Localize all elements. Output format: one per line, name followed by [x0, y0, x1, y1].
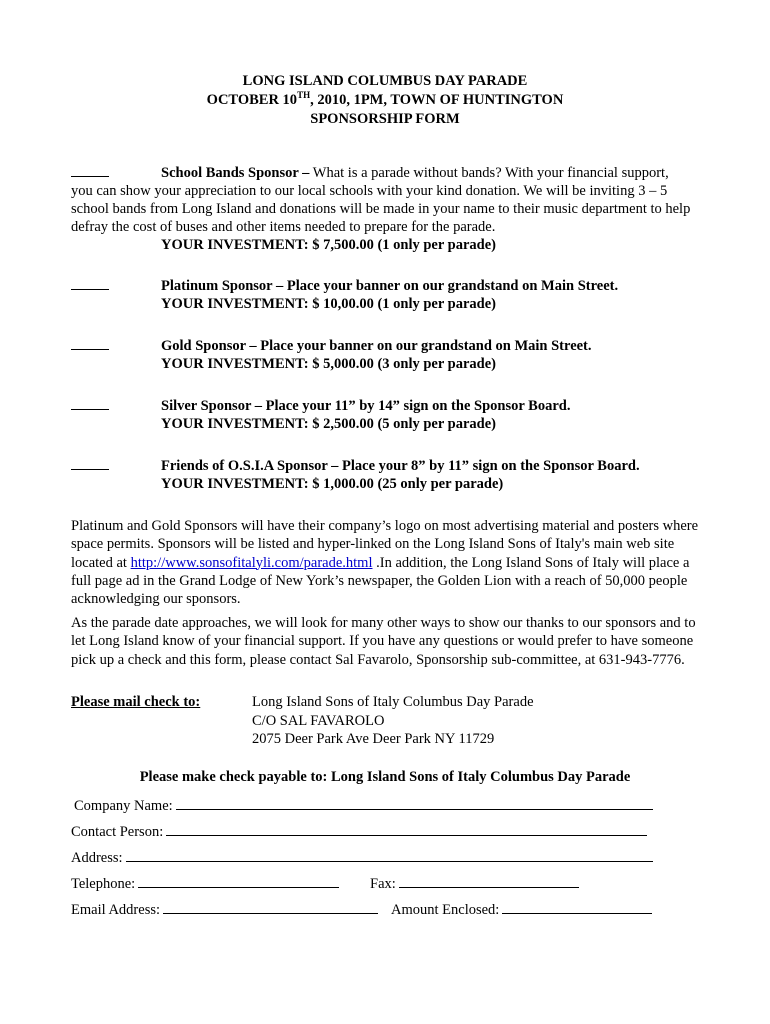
address-field: [71, 848, 653, 867]
address-label: Address:: [71, 850, 123, 866]
sponsor-investment: YOUR INVESTMENT: $ 2,500.00 (5 only per parade): [161, 416, 496, 432]
telephone-field: [71, 874, 339, 893]
telephone-label: Telephone:: [71, 876, 136, 892]
contact-person-input[interactable]: [166, 822, 647, 836]
fax-field: [370, 874, 579, 893]
sponsor-gold: [71, 337, 691, 373]
sponsor-investment: YOUR INVESTMENT: $ 5,000.00 (3 only per parade): [161, 356, 496, 372]
sponsor-silver: [71, 397, 691, 433]
payable-instruction: Please make check payable to: Long Island Sons of Italy Columbus Day Parade: [139, 769, 631, 785]
email-input[interactable]: [163, 900, 378, 914]
sponsor-investment: YOUR INVESTMENT: $ 1,000.00 (25 only per parade): [161, 476, 504, 492]
sponsor-check-blank[interactable]: [71, 468, 109, 470]
mail-label: Please mail check to:: [71, 694, 201, 710]
sponsor-description: Place your banner on our grandstand on Main Street.: [256, 338, 592, 354]
mail-address-line: 2075 Deer Park Ave Deer Park NY 11729: [252, 731, 495, 747]
sponsor-friends-osia: [71, 457, 691, 493]
company-name-field: [74, 796, 653, 815]
header-date-post: , 2010, 1PM, TOWN OF HUNTINGTON: [310, 92, 564, 108]
sponsor-school-bands: [71, 164, 691, 254]
fax-input[interactable]: [399, 874, 579, 888]
sponsor-description: What is a parade without bands? With your financial support, you can show your appreciation to our local schools with your kind donation. We will be inviting 3 – 5 school bands from Long Island and donations will be made in your name to their music department to help defray the cost of buses and other items needed to prepare for the parade.: [71, 165, 691, 235]
sponsor-check-blank[interactable]: [71, 288, 109, 290]
sponsor-platinum: [71, 277, 691, 313]
mail-address: [252, 693, 534, 749]
header-date-pre: OCTOBER 10: [206, 92, 298, 108]
sponsor-description: Place your 11” by 14” sign on the Sponsor Board.: [262, 398, 571, 414]
header-date-sup: TH: [297, 90, 311, 100]
sponsor-investment: YOUR INVESTMENT: $ 7,500.00 (1 only per parade): [161, 237, 496, 253]
mail-address-line: C/O SAL FAVAROLO: [252, 712, 385, 729]
address-input[interactable]: [126, 848, 653, 862]
sponsor-title: Friends of O.S.I.A Sponsor –: [161, 458, 339, 474]
contact-person-label: Contact Person:: [71, 824, 164, 840]
info-paragraph-benefits: [71, 517, 701, 608]
parade-website-link[interactable]: http://www.sonsofitalyli.com/parade.html: [130, 554, 373, 571]
sponsor-check-blank[interactable]: [71, 408, 109, 410]
sponsor-title: Silver Sponsor –: [161, 398, 262, 414]
info-paragraph-contact: [71, 614, 701, 669]
contact-person-field: [71, 822, 647, 841]
amount-enclosed-input[interactable]: [502, 900, 652, 914]
form-header: [0, 72, 770, 129]
amount-enclosed-label: Amount Enclosed:: [391, 902, 500, 918]
telephone-input[interactable]: [138, 874, 339, 888]
email-label: Email Address:: [71, 902, 161, 918]
sponsor-title: School Bands Sponsor –: [161, 165, 310, 181]
amount-enclosed-field: [391, 900, 652, 919]
info-text: .In addition, the Long Island Sons of Italy will place a full page ad in the Grand Lodge of New York’s newspaper, the Golden Lion with a reach of 50,000 people acknowledging our sponsors.: [71, 554, 690, 608]
fax-label: Fax:: [370, 876, 396, 892]
sponsor-title: Platinum Sponsor –: [161, 278, 284, 294]
sponsor-title: Gold Sponsor –: [161, 338, 257, 354]
mail-address-line: Long Island Sons of Italy Columbus Day Parade: [252, 694, 534, 710]
header-subtitle: SPONSORSHIP FORM: [310, 111, 460, 127]
info-text: Platinum and Gold Sponsors will have their company’s logo on most advertising material and posters where space permits. Sponsors will be listed and hyper-linked on the Long Island Sons of Italy's main web site located at: [71, 518, 699, 571]
company-name-label: Company Name:: [74, 798, 173, 814]
sponsor-description: Place your 8” by 11” sign on the Sponsor Board.: [338, 458, 640, 474]
company-name-input[interactable]: [176, 796, 653, 810]
sponsor-check-blank[interactable]: [71, 175, 109, 177]
sponsor-description: Place your banner on our grandstand on Main Street.: [283, 278, 619, 294]
email-field: [71, 900, 378, 919]
header-date: [0, 91, 770, 110]
sponsor-investment: YOUR INVESTMENT: $ 10,00.00 (1 only per parade): [161, 296, 496, 312]
sponsor-check-blank[interactable]: [71, 348, 109, 350]
info-text: As the parade date approaches, we will look for many other ways to show our thanks to our sponsors and to let Long Island know of your financial support. If you have any questions or would prefer to have someone pick up a check and this form, please contact Sal Favarolo, Sponsorship sub-committee, at 631-943-7776.: [71, 615, 696, 668]
header-title: LONG ISLAND COLUMBUS DAY PARADE: [242, 73, 528, 89]
